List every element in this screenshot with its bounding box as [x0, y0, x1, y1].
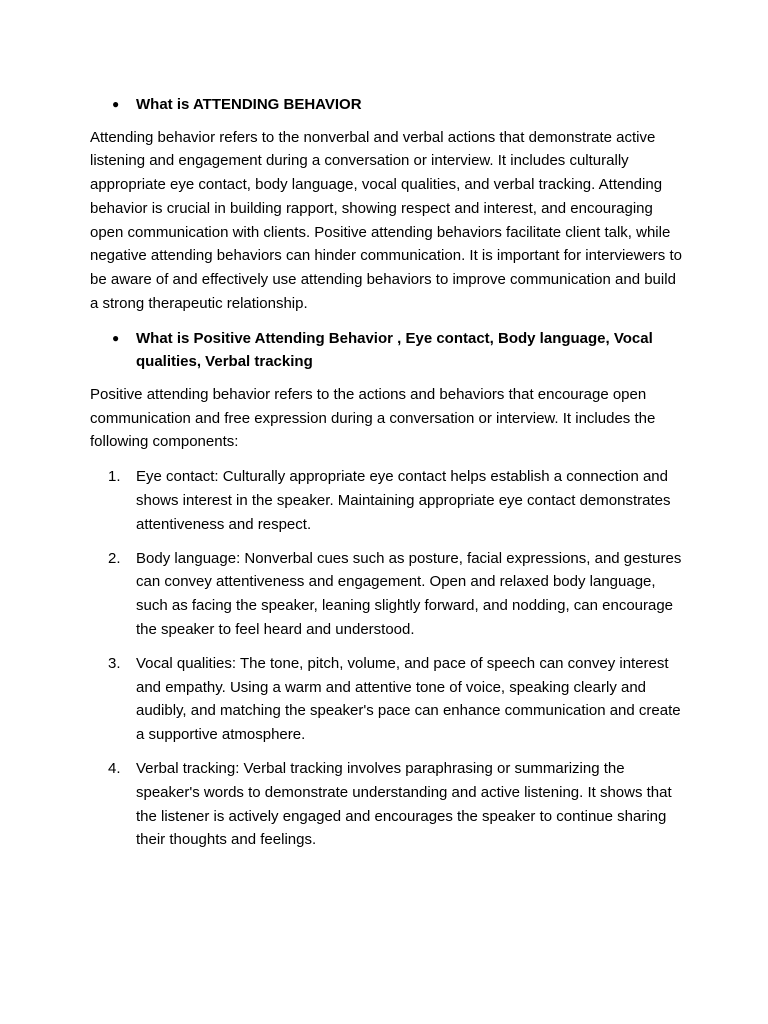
paragraph-attending-behavior: Attending behavior refers to the nonverbal and verbal actions that demonstrate active listening and engagement during a conversation or interview. It includes culturally appropriate eye contact, body language, vocal qualities, and verbal tracking. Attending behavior is crucial in building rapport, showing respect and interest, and encouraging open communication with clients. Positive attending behaviors facilitate client talk, while negative attending behaviors can hinder communication. It is important for interviewers to be aware of and effectively use attending behaviors to improve communication and build a strong therapeutic relationship. [90, 128, 682, 313]
list-item-text: Verbal tracking: Verbal tracking involves paraphrasing or summarizing the speaker's words to demonstrate understanding and active listening. It shows that the listener is actively engaged and encourages the speaker to continue sharing their thoughts and feelings. [136, 760, 672, 849]
bullet-icon: ● [112, 97, 120, 111]
list-number: 3. [108, 654, 121, 672]
paragraph-positive-attending: Positive attending behavior refers to the actions and behaviors that encourage open communication and free expression during a conversation or interview. It includes the following components: [90, 385, 656, 451]
heading-text: What is Positive Attending Behavior , Eye contact, Body language, Vocal qualities, Verbal tracking [136, 329, 653, 371]
list-item [90, 547, 688, 642]
list-number: 4. [108, 760, 121, 778]
section-heading-positive-attending [112, 327, 688, 374]
bullet-icon: ● [112, 330, 120, 345]
components-list [90, 465, 688, 852]
heading-text: What is ATTENDING BEHAVIOR [136, 96, 362, 113]
list-number: 2. [108, 549, 121, 567]
section-heading-attending-behavior [112, 93, 688, 117]
list-item [90, 757, 688, 852]
list-item [90, 652, 688, 747]
list-item-text: Vocal qualities: The tone, pitch, volume, and pace of speech can convey interest and empathy. Using a warm and attentive tone of voice, speaking clearly and audibly, and matching the speaker's pace can enhance communication and create a supportive atmosphere. [136, 654, 681, 744]
list-item [90, 465, 688, 536]
list-item-text: Body language: Nonverbal cues such as posture, facial expressions, and gestures can convey attentiveness and engagement. Open and relaxed body language, such as facing the speaker, leaning slightly forward, and nodding, can encourage the speaker to feel heard and understood. [136, 549, 682, 639]
list-number: 1. [108, 468, 121, 486]
list-item-text: Eye contact: Culturally appropriate eye contact helps establish a connection and shows interest in the speaker. Maintaining appropriate eye contact demonstrates attentiveness and respect. [136, 468, 671, 533]
